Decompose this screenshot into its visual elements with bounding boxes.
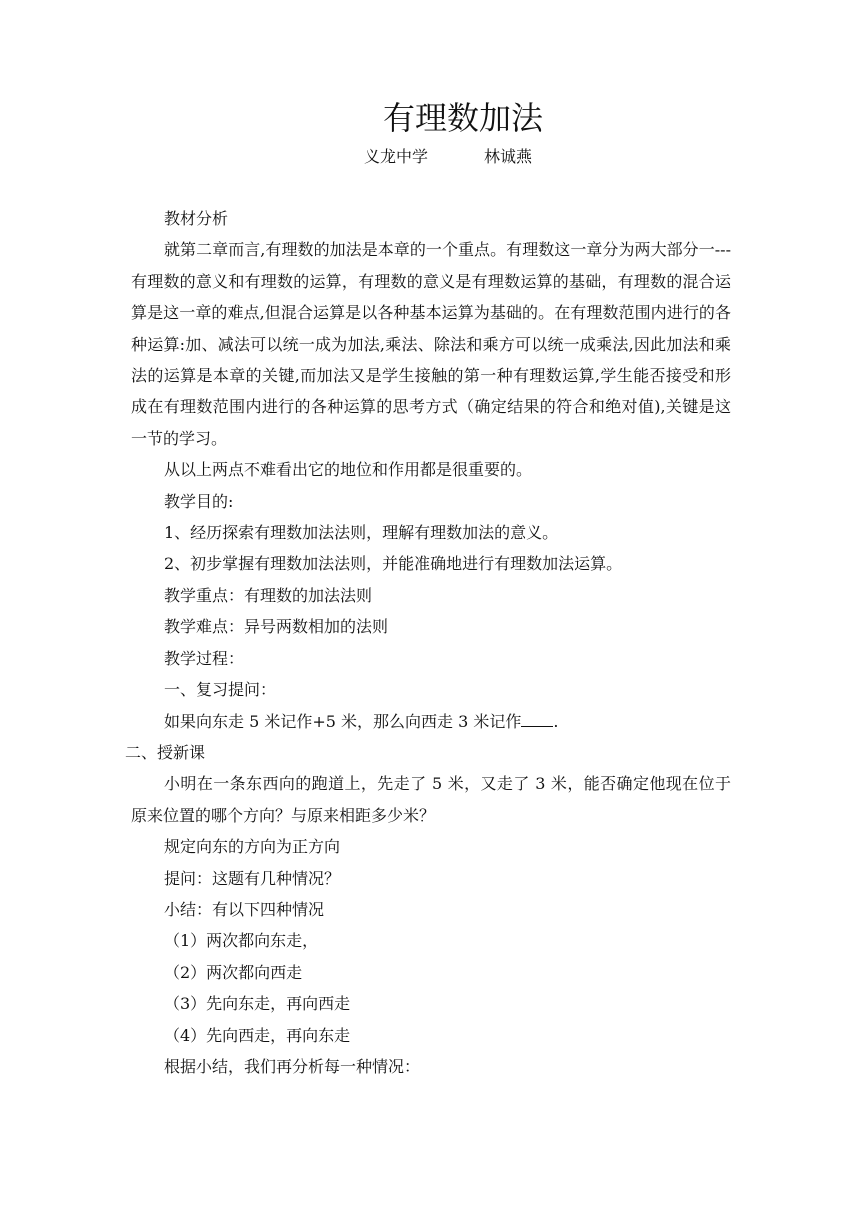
- difficulty: 教学难点：异号两数相加的法则: [164, 617, 389, 637]
- new-lesson-paragraph: 小明在一条东西向的跑道上，先走了 5 米，又走了 3 米，能否确定他现在位于原来位置的哪个方向？与原来相距多少米？: [131, 774, 731, 825]
- review-heading: 一、复习提问：: [164, 680, 277, 700]
- goal-item-2: 2、初步掌握有理数加法法则，并能准确地进行有理数加法运算。: [164, 554, 623, 574]
- author-name: 林诚燕: [484, 147, 533, 166]
- analysis-paragraph-1: 就第二章而言,有理数的加法是本章的一个重点。有理数这一章分为两大部分一---有理数的意义和有理数的运算，有理数的意义是有理数运算的基础，有理数的混合运算是这一章的难点,但混合运算是以各种基本运算为基础的。在有理数范围内进行的各种运算:加、减法可以统一成为加法,乘法、除法和乘方可以统一成乘法,因此加法和乘法的运算是本章的关键,而加法又是学生接触的第一种有理数运算,学生能否接受和形成在有理数范围内进行的各种运算的思考方式（确定结果的符合和绝对值),关键是这一节的学习。: [131, 240, 731, 448]
- key-point: 教学重点：有理数的加法法则: [164, 585, 373, 605]
- case-item-1: （1）两次都向东走，: [164, 931, 319, 951]
- document-body: [125, 203, 731, 1082]
- case-item-3: （3）先向东走，再向西走: [164, 994, 351, 1014]
- analysis-paragraph-2: 从以上两点不难看出它的地位和作用都是很重要的。: [164, 460, 533, 480]
- page-title: 有理数加法: [382, 99, 543, 137]
- case-item-4: （4）先向西走，再向东走: [164, 1025, 351, 1045]
- review-question-end: .: [553, 711, 559, 731]
- new-lesson-heading: 二、授新课: [125, 742, 206, 762]
- case-item-2: （2）两次都向西走: [164, 962, 303, 982]
- school-name: 义龙中学: [364, 147, 429, 166]
- closing-line: 根据小结，我们再分析每一种情况：: [164, 1056, 421, 1076]
- question: 提问：这题有几种情况？: [164, 868, 341, 888]
- review-question-text: 如果向东走 5 米记作+5 米，那么向西走 3 米记作: [164, 711, 522, 731]
- analysis-heading: 教材分析: [164, 209, 229, 228]
- goal-item-1: 1、经历探索有理数加法法则，理解有理数加法的意义。: [164, 523, 559, 543]
- goal-heading: 教学目的:: [164, 491, 234, 511]
- direction-rule: 规定向东的方向为正方向: [164, 837, 341, 857]
- review-question: [131, 706, 731, 737]
- summary: 小结：有以下四种情况: [164, 899, 325, 919]
- answer-blank: [521, 712, 553, 727]
- process-heading: 教学过程：: [164, 648, 245, 668]
